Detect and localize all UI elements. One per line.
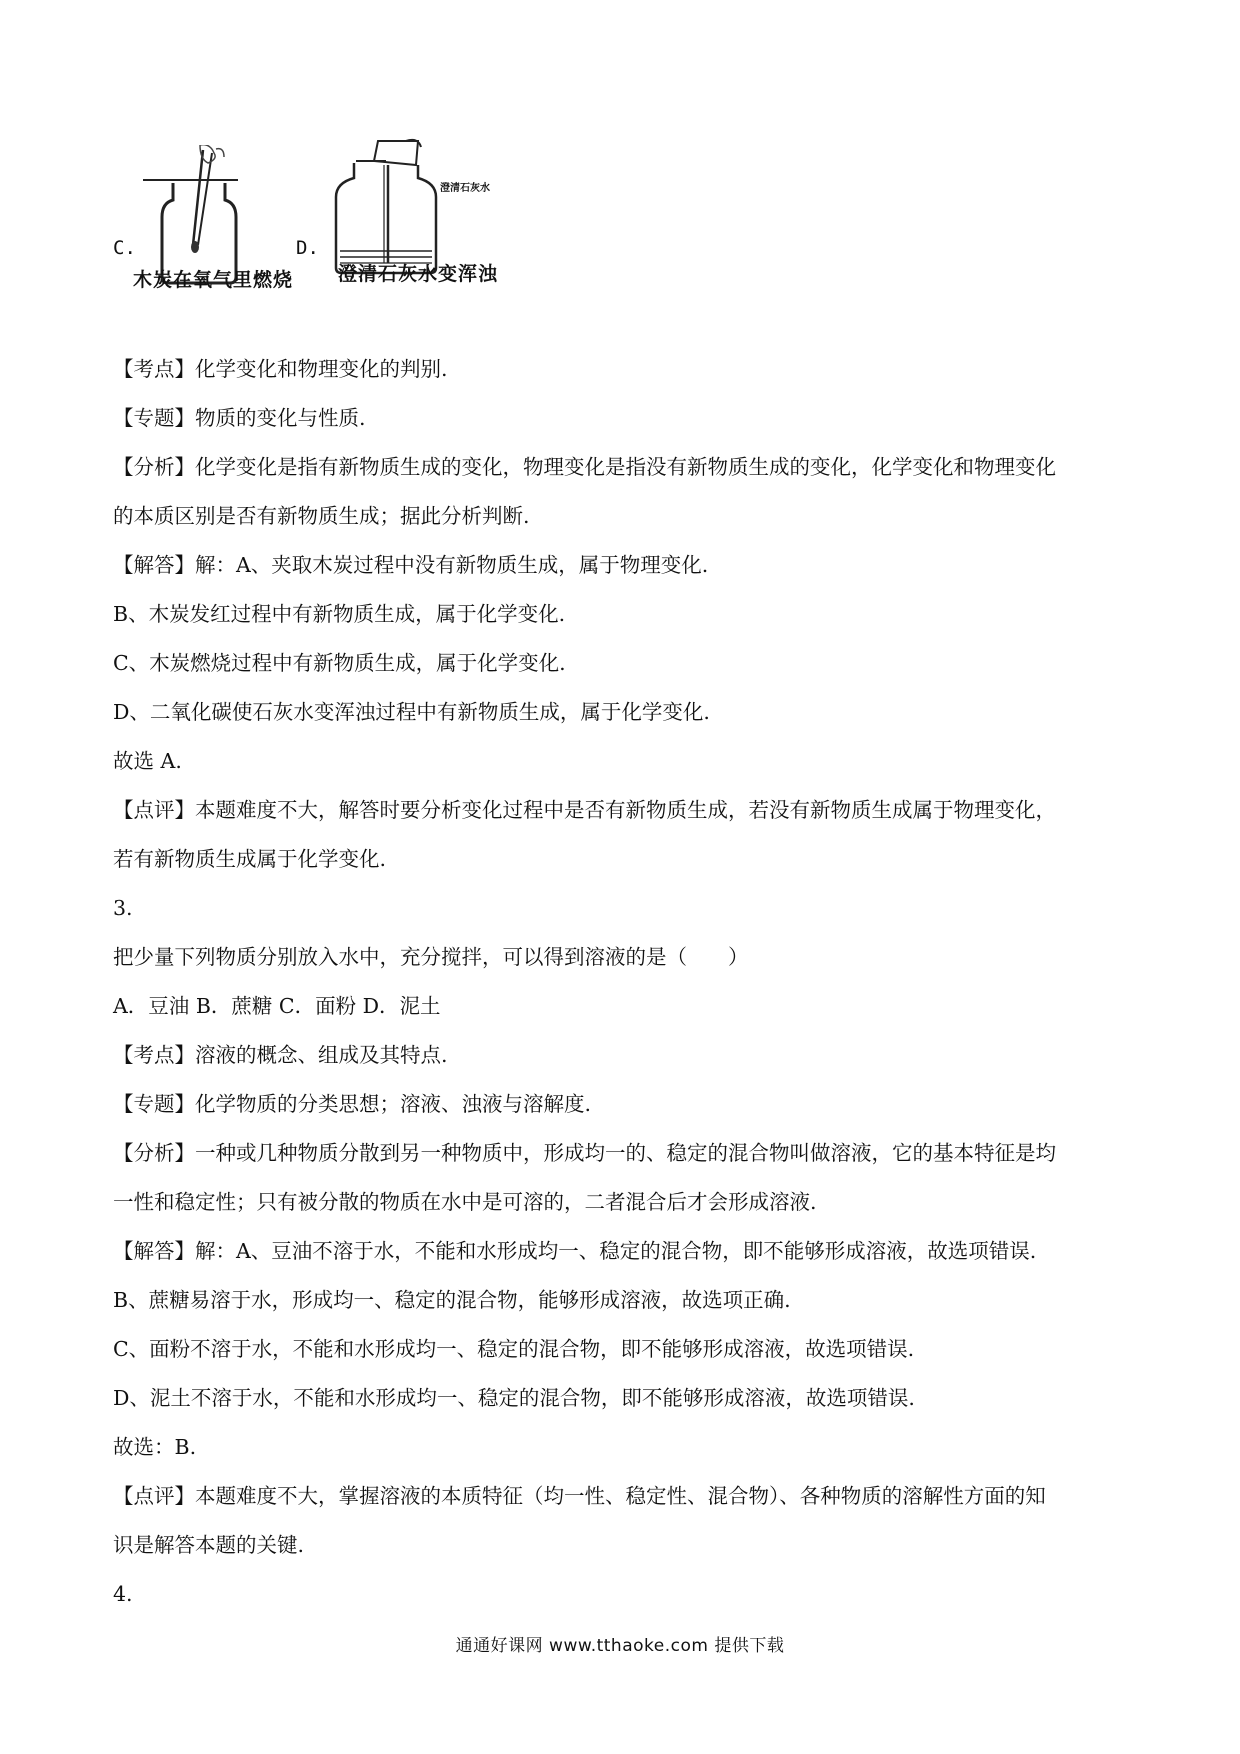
text-line: D、泥土不溶于水，不能和水形成均一、稳定的混合物，即不能够形成溶液，故选项错误. [113,1386,915,1410]
text-line: 若有新物质生成属于化学变化. [113,847,387,871]
text-line: 故选：B. [113,1435,197,1459]
answer-text [113,345,1133,1619]
text-line: C、面粉不溶于水，不能和水形成均一、稳定的混合物，即不能够形成溶液，故选项错误. [113,1337,915,1361]
text-line: 【专题】化学物质的分类思想；溶液、浊液与溶解度. [113,1092,592,1116]
figure-row [113,145,593,325]
text-line: 【专题】物质的变化与性质. [113,406,366,430]
text-line: 【考点】溶液的概念、组成及其特点. [113,1043,448,1067]
text-line: 识是解答本题的关键. [113,1533,305,1557]
text-line: 的本质区别是否有新物质生成；据此分析判断. [113,504,530,528]
text-line: 一性和稳定性；只有被分散的物质在水中是可溶的，二者混合后才会形成溶液. [113,1190,817,1214]
text-line: D、二氧化碳使石灰水变浑浊过程中有新物质生成，属于化学变化. [113,700,710,724]
text-line: 故选 A. [113,749,182,773]
figure-d-label: 澄清石灰水 [440,183,490,194]
text-line: B、蔗糖易溶于水，形成均一、稳定的混合物，能够形成溶液，故选项正确. [113,1288,791,1312]
text-line: 【点评】本题难度不大，解答时要分析变化过程中是否有新物质生成，若没有新物质生成属于物理变化， [113,798,1056,822]
text-line: 【解答】解：A、豆油不溶于水，不能和水形成均一、稳定的混合物，即不能够形成溶液，故选项错误. [113,1239,1037,1263]
page-footer: 通通好课网 www.tthaoke.com 提供下载 [455,1636,785,1656]
question-stem: 把少量下列物质分别放入水中，充分搅拌，可以得到溶液的是（ ） [113,945,749,969]
text-line: 【分析】一种或几种物质分散到另一种物质中，形成均一的、稳定的混合物叫做溶液，它的基本特征是均 [113,1141,1056,1165]
question-options: A．豆油 B．蔗糖 C．面粉 D．泥土 [113,994,441,1018]
question-number: 3. [113,896,133,920]
text-line: B、木炭发红过程中有新物质生成，属于化学变化. [113,602,566,626]
text-line: 【点评】本题难度不大，掌握溶液的本质特征（均一性、稳定性、混合物）、各种物质的溶解性方面的知 [113,1484,1046,1508]
text-line: 【解答】解：A、夹取木炭过程中没有新物质生成，属于物理变化. [113,553,709,577]
text-line: 【分析】化学变化是指有新物质生成的变化，物理变化是指没有新物质生成的变化，化学变化和物理变化 [113,455,1056,479]
question-number: 4. [113,1582,133,1606]
text-line: C、木炭燃烧过程中有新物质生成，属于化学变化. [113,651,566,675]
option-c-letter: C. [113,237,136,259]
option-d-letter: D. [296,237,319,259]
figure-d-caption: 澄清石灰水变浑浊 [338,263,499,285]
text-line: 【考点】化学变化和物理变化的判别. [113,357,448,381]
figure-c-caption: 木炭在氧气里燃烧 [133,269,294,291]
